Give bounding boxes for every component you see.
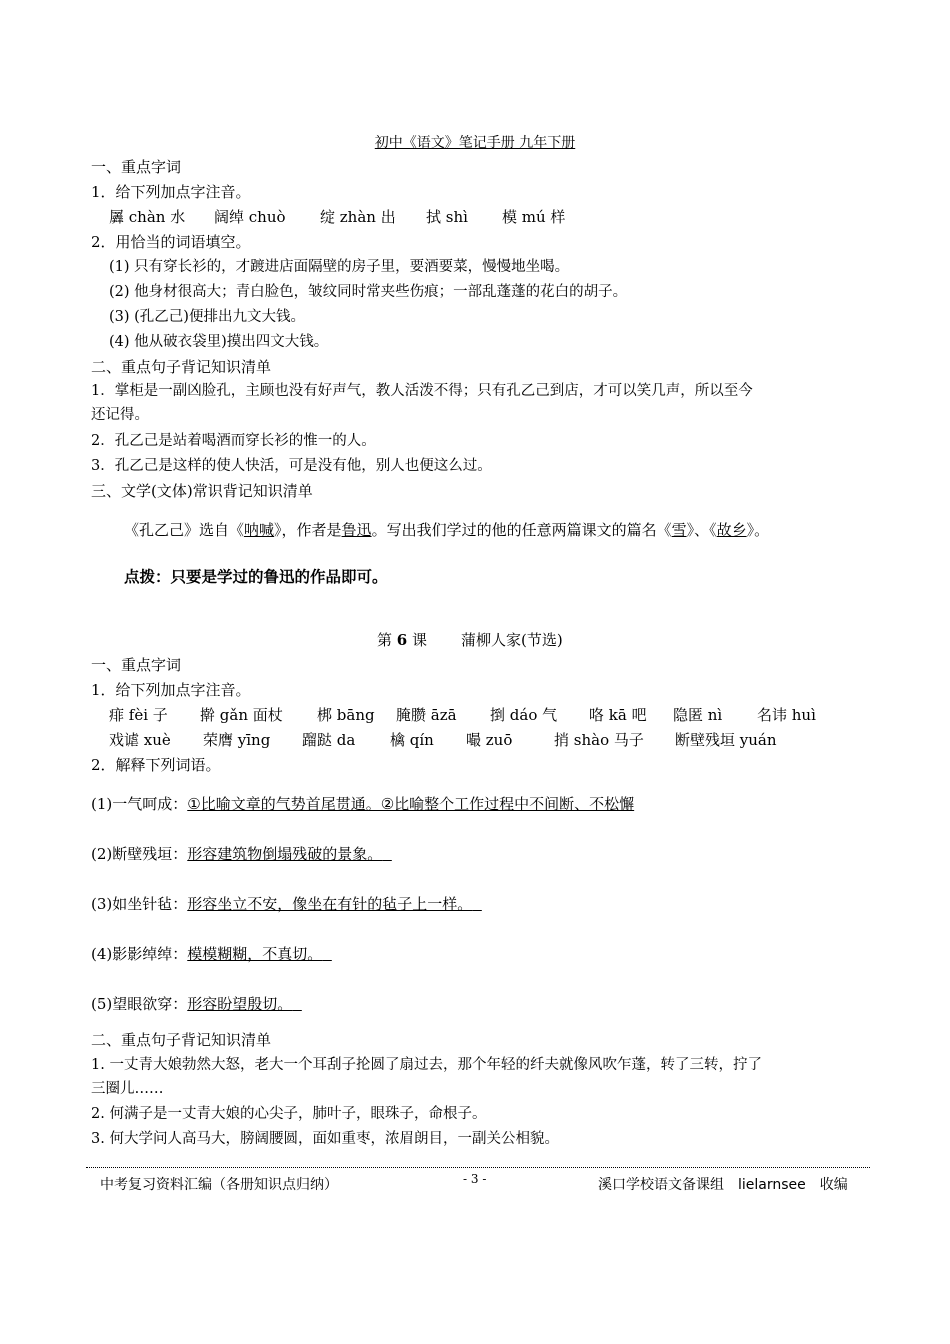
answer-xue: 雪 — [671, 521, 687, 539]
question-pinyin: 1．给下列加点字注音。 — [91, 183, 251, 201]
key-sentence-cont: 还记得。 — [91, 407, 149, 423]
lesson-heading: 第 6 课 蒲柳人家(节选) — [377, 631, 563, 649]
pinyin-list — [109, 207, 565, 227]
key-sentence: 1．掌柜是一副凶脸孔，主顾也没有好声气，教人活泼不得；只有孔乙己到店，才可以笑几声，所以至今 — [91, 383, 753, 399]
pinyin-item: 隐匿 nì — [673, 706, 723, 724]
pinyin-item: 名讳 huì — [757, 706, 816, 724]
fill-item: (2) 他身材很高大；青白脸色，皱纹同时常夹些伤痕；一部乱蓬蓬的花白的胡子。 — [109, 284, 628, 300]
pinyin-item: 捯 dáo 气 — [490, 706, 558, 724]
footer-divider — [86, 1167, 870, 1168]
pinyin-item: 咯 kā 吧 — [589, 706, 647, 724]
lesson-number: 6 — [396, 631, 408, 649]
key-sentence: 2. 何满子是一丈青大娘的心尖子，肺叶子，眼珠子，命根子。 — [91, 1106, 487, 1122]
pinyin-item: 腌臜 āzā — [396, 706, 457, 724]
question-pinyin: 1．给下列加点字注音。 — [91, 681, 251, 699]
pinyin-item: 擀 gǎn 面杖 — [200, 706, 283, 724]
term-definition: (2)断壁残垣：形容建筑物倒塌残破的景象。 — [91, 845, 383, 863]
fill-item: (4) 他从破衣袋里)摸出四文大钱。 — [109, 334, 329, 350]
question-fill: 2．用恰当的词语填空。 — [91, 233, 251, 251]
key-sentence: 2．孔乙己是站着喝酒而穿长衫的惟一的人。 — [91, 433, 376, 449]
answer-nahan: 呐喊 — [244, 521, 275, 539]
question-define: 2．解释下列词语。 — [91, 756, 221, 774]
term-definition: (3)如坐针毡：形容坐立不安，像坐在有针的毡子上一样。 — [91, 895, 473, 913]
pinyin-item: 羼 chàn 水 — [109, 208, 186, 226]
pinyin-item: 拭 shì — [426, 208, 468, 226]
page-number: - 3 - — [463, 1172, 487, 1186]
pinyin-item: 蹓跶 da — [302, 731, 356, 749]
answer-guxiang: 故乡 — [716, 521, 747, 539]
pinyin-item: 痱 fèi 子 — [109, 706, 168, 724]
tip-note: 点拨：只要是学过的鲁迅的作品即可。 — [124, 568, 388, 586]
fill-item: (1) 只有穿长衫的，才踱进店面隔壁的房子里，要酒要菜，慢慢地坐喝。 — [109, 259, 570, 275]
section-heading: 二、重点句子背记知识清单 — [91, 1031, 272, 1049]
key-sentence-cont: 三圈儿…… — [91, 1081, 164, 1097]
section-heading: 一、重点字词 — [91, 158, 182, 176]
pinyin-item: 檎 qín — [390, 731, 434, 749]
section-heading: 一、重点字词 — [91, 656, 182, 674]
key-sentence: 3．孔乙己是这样的使人快活，可是没有他，别人也便这么过。 — [91, 458, 492, 474]
answer-luxun: 鲁迅 — [341, 521, 372, 539]
lesson-title: 蒲柳人家(节选) — [461, 631, 563, 649]
key-sentence: 3. 何大学问人高马大，膀阔腰圆，面如重枣，浓眉朗目，一副关公相貌。 — [91, 1131, 559, 1147]
literature-question: 《孔乙己》选自《呐喊》，作者是鲁迅。写出我们学过的他的任意两篇课文的篇名《雪》、《故乡》。 — [124, 521, 770, 539]
footer-right: 溪口学校语文备课组 lielarnsee 收编 — [598, 1177, 848, 1193]
document-title: 初中《语文》笔记手册 九年下册 — [374, 135, 576, 151]
section-heading: 二、重点句子背记知识清单 — [91, 358, 272, 376]
pinyin-item: 梆 bāng — [317, 706, 375, 724]
pinyin-list — [109, 705, 816, 725]
pinyin-item: 捎 shào 马子 — [554, 731, 644, 749]
pinyin-item: 模 mú 样 — [502, 208, 566, 226]
pinyin-item: 嘬 zuō — [466, 731, 513, 749]
pinyin-item: 荣膺 yīng — [203, 731, 271, 749]
fill-item: (3) (孔乙己)便排出九文大钱。 — [109, 309, 305, 325]
term-definition: (1)一气呵成：①比喻文章的气势首尾贯通。②比喻整个工作过程中不间断、不松懈 — [91, 795, 635, 813]
pinyin-item: 阔绰 chuò — [214, 208, 286, 226]
pinyin-list — [109, 730, 777, 750]
pinyin-item: 戏谑 xuè — [109, 731, 171, 749]
term-definition: (4)影影绰绰：模模糊糊，不真切。 — [91, 945, 323, 963]
term-definition: (5)望眼欲穿：形容盼望殷切。 — [91, 995, 293, 1013]
footer-left: 中考复习资料汇编（各册知识点归纳） — [100, 1177, 338, 1193]
key-sentence: 1. 一丈青大娘勃然大怒，老大一个耳刮子抡圆了扇过去，那个年轻的纤夫就像风吹乍蓬，转了三转，拧了 — [91, 1057, 762, 1073]
pinyin-item: 断壁残垣 yuán — [675, 731, 777, 749]
pinyin-item: 绽 zhàn 出 — [320, 208, 396, 226]
section-heading: 三、文学(文体)常识背记知识清单 — [91, 482, 313, 500]
